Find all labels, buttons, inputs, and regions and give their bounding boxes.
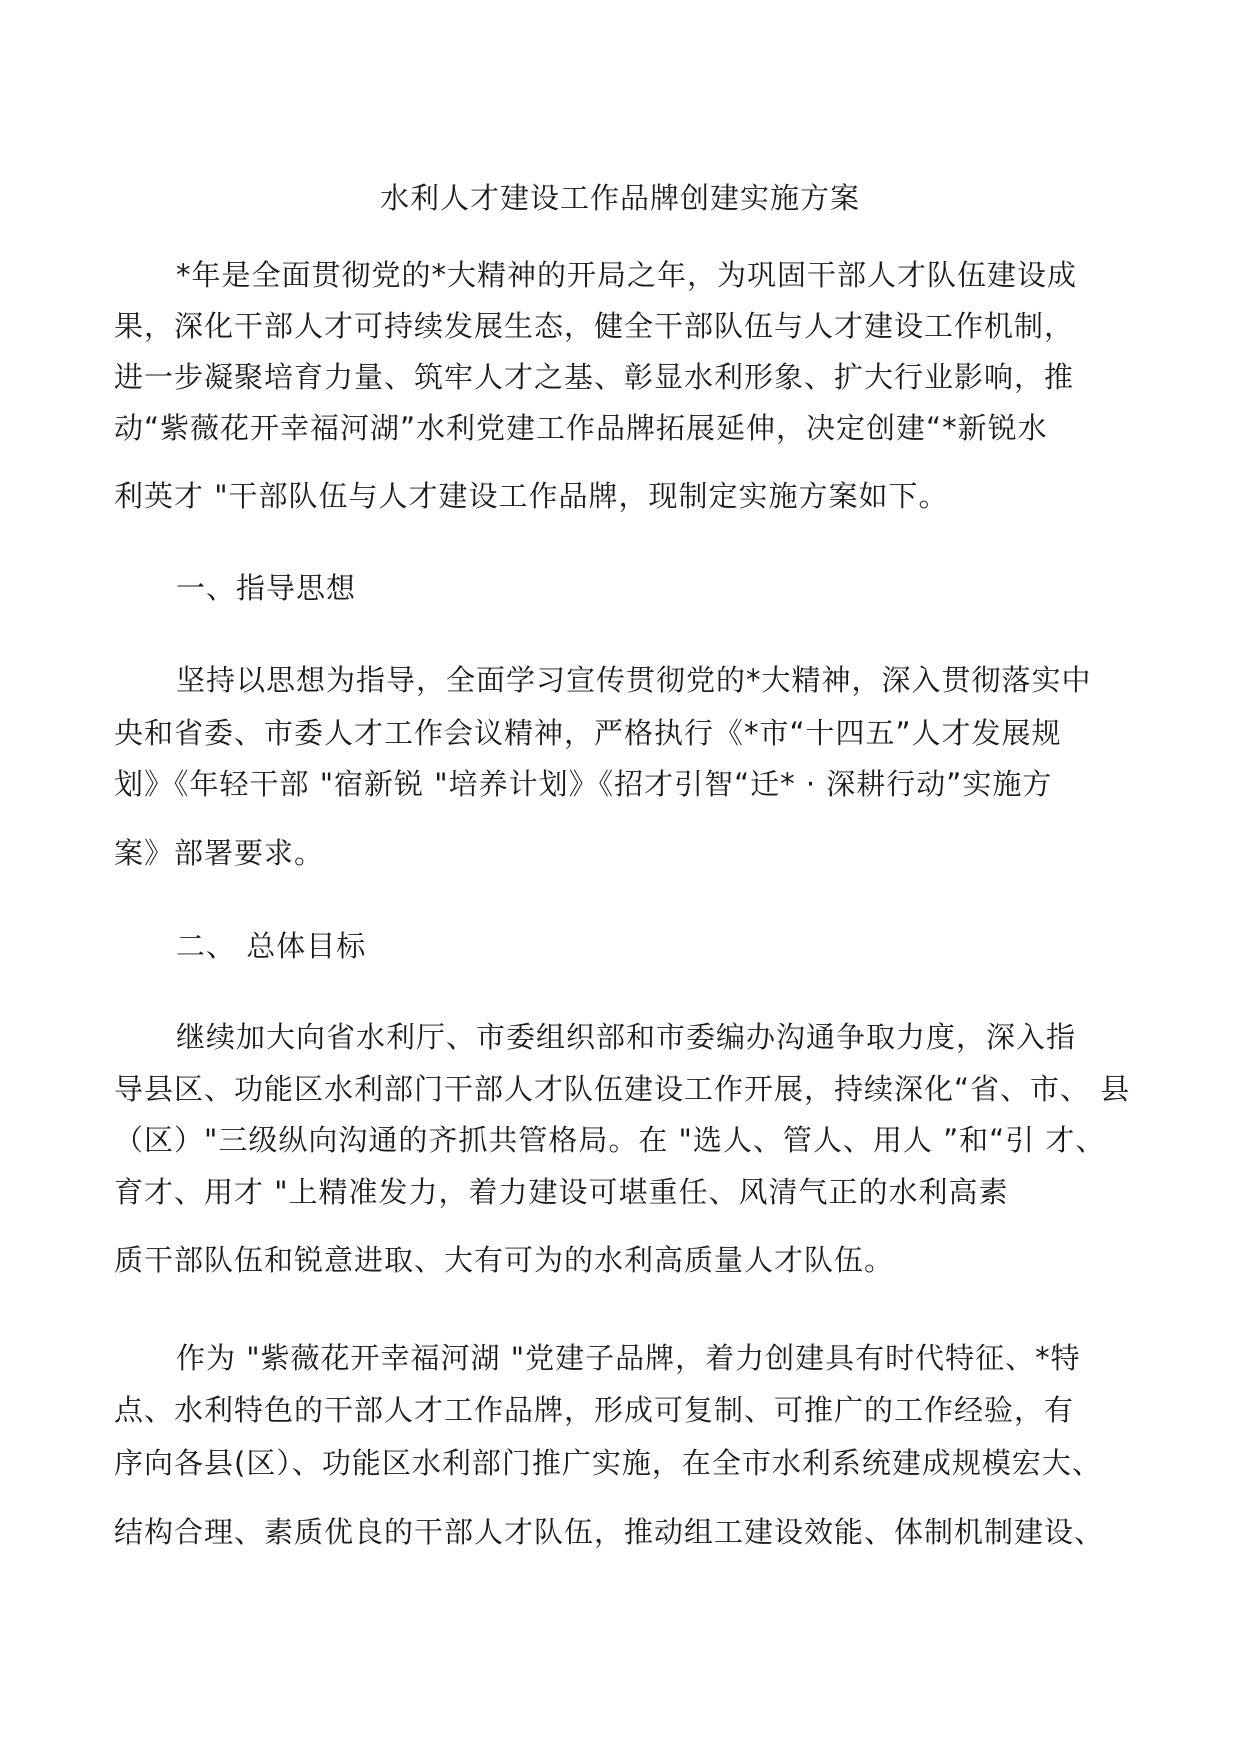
section2-para1-line-3: （区）"三级纵向沟通的齐抓共管格局。在 "选人、管人、用人 ”和“引 才、 xyxy=(114,1123,1106,1157)
section2-para2-line-2: 点、水利特色的干部人才工作品牌，形成可复制、可推广的工作经验，有 xyxy=(114,1393,1075,1427)
section-heading-1: 一、指导思想 xyxy=(176,571,357,605)
section-heading-2: 二、 总体目标 xyxy=(176,929,367,963)
intro-line-3: 进一步凝聚培育力量、筑牢人才之基、彰显水利形象、扩大行业影响，推 xyxy=(114,360,1075,394)
intro-line-1: *年是全面贯彻党的*大精神的开局之年，为巩固干部人才队伍建设成 xyxy=(176,258,1078,292)
intro-line-2: 果，深化干部人才可持续发展生态，健全干部队伍与人才建设工作机制， xyxy=(114,309,1075,343)
section2-para1-line-4: 育才、用才 "上精准发力，着力建设可堪重任、风清气正的水利高素 xyxy=(114,1175,1009,1209)
section1-line-1: 坚持以思想为指导，全面学习宣传贯彻党的*大精神，深入贯彻落实中 xyxy=(176,663,1092,697)
section2-para1-line-1: 继续加大向省水利厅、市委组织部和市委编办沟通争取力度，深入指 xyxy=(176,1020,1077,1054)
section2-para2-line-1: 作为 "紫薇花开幸福河湖 "党建子品牌，着力创建具有时代特征、*特 xyxy=(176,1341,1081,1375)
section2-para2-line-4: 结构合理、素质优良的干部人才队伍，推动组工建设效能、体制机制建设、 xyxy=(114,1515,1105,1549)
section1-line-2: 央和省委、市委人才工作会议精神，严格执行《*市“十四五”人才发展规 xyxy=(114,716,1062,750)
section2-para1-line-5: 质干部队伍和锐意进取、大有可为的水利高质量人才队伍。 xyxy=(114,1243,895,1277)
intro-line-5: 利英才 "干部队伍与人才建设工作品牌，现制定实施方案如下。 xyxy=(114,479,949,513)
section1-line-3: 划》《年轻干部 "宿新锐 "培养计划》《招才引智“迁* · 深耕行动”实施方 xyxy=(114,767,1053,801)
section2-para1-line-2: 导县区、功能区水利部门干部人才队伍建设工作开展，持续深化“省、市、 县 xyxy=(114,1072,1131,1106)
intro-line-4: 动“紫薇花开幸福河湖”水利党建工作品牌拓展延伸，决定创建“*新锐水 xyxy=(114,411,1048,445)
document-title: 水利人才建设工作品牌创建实施方案 xyxy=(379,181,860,215)
section1-line-4: 案》部署要求。 xyxy=(114,836,325,870)
section2-para2-line-3: 序向各县(区）、功能区水利部门推广实施，在全市水利系统建成规模宏大、 xyxy=(114,1446,1102,1480)
